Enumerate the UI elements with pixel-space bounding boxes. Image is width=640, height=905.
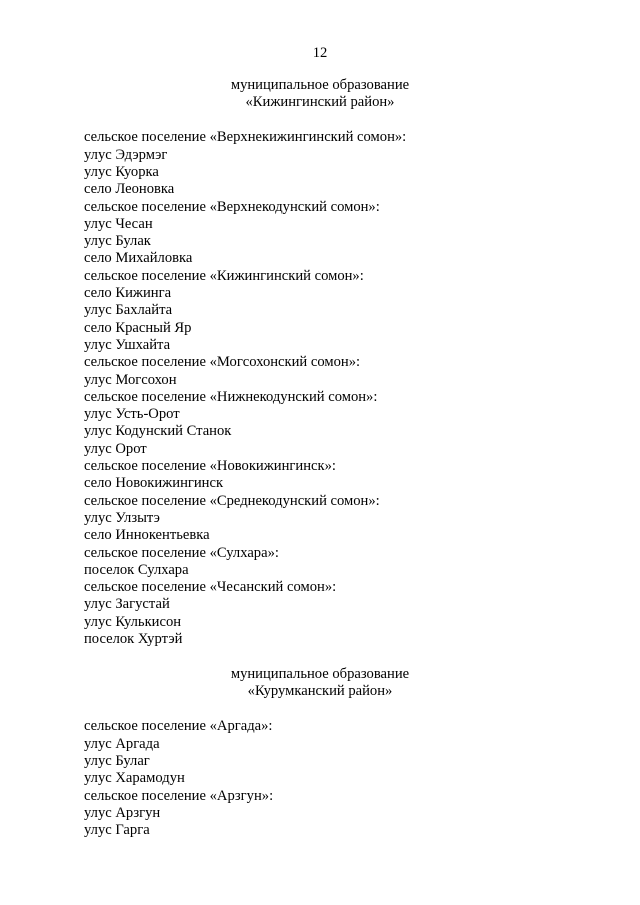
list-item: сельское поселение «Среднекодунский сомон»: (84, 492, 380, 509)
list-item: улус Гарга (84, 822, 150, 839)
list-item: улус Харамодун (84, 770, 185, 787)
municipality-section-kurumkansky (0, 666, 640, 839)
list-item: сельское поселение «Верхнекижингинский сомон»: (84, 129, 407, 146)
list-item: улус Булаг (84, 753, 150, 769)
list-item: улус Чесан (84, 215, 153, 232)
list-item: улус Арзгун (84, 804, 161, 821)
list-item: сельское поселение «Новокижингинск»: (84, 458, 336, 475)
list-item: улус Бахлайта (84, 302, 173, 319)
list-item: улус Усть-Орот (84, 406, 180, 423)
list-item: село Новокижингинск (84, 475, 224, 492)
list-item: улус Кулькисон (84, 613, 182, 630)
page-number: 12 (312, 45, 328, 61)
list-item: улус Загустай (84, 596, 170, 613)
heading-line-2: «Кижингинский район» (245, 94, 395, 111)
list-item: сельское поселение «Верхнекодунский сомон»: (84, 198, 380, 215)
list-item: улус Могсохон (84, 371, 177, 388)
list-item: село Иннокентьевка (84, 527, 210, 544)
list-item: улус Эдэрмэг (84, 146, 168, 163)
section-heading (0, 77, 640, 111)
list-item: село Красный Яр (84, 319, 192, 336)
list-item: улус Ушхайта (84, 336, 171, 353)
list-item: улус Кодунский Станок (84, 423, 232, 440)
settlement-list (0, 129, 640, 648)
list-item: сельское поселение «Чесанский сомон»: (84, 579, 337, 596)
list-item: поселок Хуртэй (84, 631, 183, 648)
list-item: село Михайловка (84, 250, 193, 267)
heading-line-1: муниципальное образование (230, 666, 410, 682)
list-item: сельское поселение «Нижнекодунский сомон»: (84, 388, 378, 405)
heading-line-1: муниципальное образование (230, 77, 410, 93)
section-heading (0, 666, 640, 700)
list-item: село Кижинга (84, 285, 172, 302)
list-item: село Леоновка (84, 181, 175, 198)
list-item: сельское поселение «Могсохонский сомон»: (84, 354, 361, 371)
list-item: сельское поселение «Аргада»: (84, 718, 273, 735)
heading-line-2: «Курумканский район» (247, 683, 393, 700)
list-item: улус Булак (84, 233, 151, 250)
municipality-section-kizhinginsky (0, 77, 640, 648)
list-item: улус Орот (84, 440, 147, 457)
list-item: улус Куорка (84, 164, 159, 180)
list-item: сельское поселение «Сулхара»: (84, 544, 279, 561)
list-item: улус Улзытэ (84, 509, 160, 526)
list-item: сельское поселение «Кижингинский сомон»: (84, 267, 364, 284)
list-item: сельское поселение «Арзгун»: (84, 787, 274, 804)
settlement-list (0, 718, 640, 839)
list-item: улус Аргада (84, 735, 160, 752)
list-item: поселок Сулхара (84, 561, 189, 578)
